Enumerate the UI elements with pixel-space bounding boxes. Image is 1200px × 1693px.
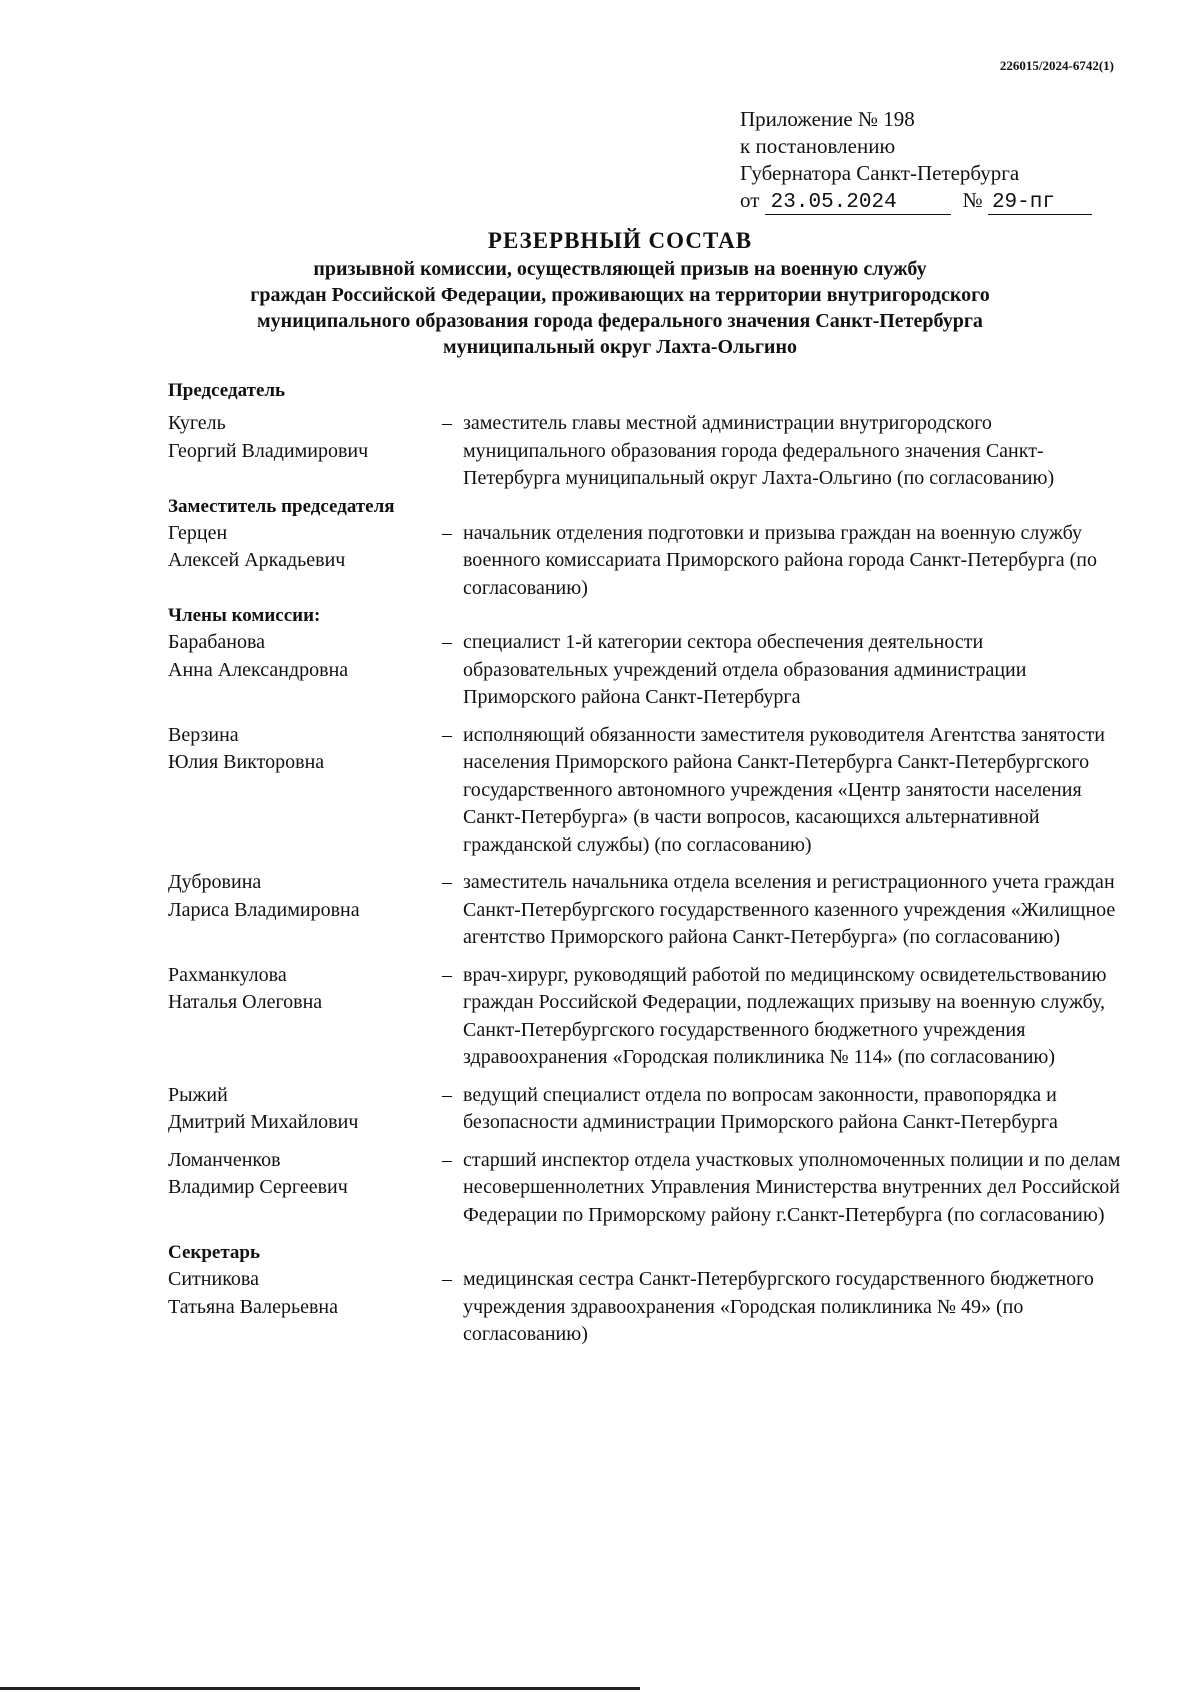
member-given-names: Анна Александровна <box>168 658 349 681</box>
decree-date: 23.05.2024 <box>765 192 951 215</box>
members-heading: Члены комиссии: <box>168 605 321 626</box>
document-id: 226015/2024-6742(1) <box>999 58 1114 73</box>
member-given-names: Юлия Викторовна <box>168 751 325 773</box>
secretary-heading: Секретарь <box>168 1242 261 1263</box>
member-role: старший инспектор отдела участковых уполномоченных полиции и по делам несовершеннолетних Управления Министерства внутренних дел Российской Федерации по Приморскому району г.Санкт-Петербурга (по согласованию) <box>463 1148 1121 1226</box>
appendix-number: Приложение № 198 <box>740 107 915 131</box>
member-surname: Ситникова <box>168 1268 259 1290</box>
member-role: исполняющий обязанности заместителя руководителя Агентства занятости населения Приморского района Санкт-Петербурга Санкт-Петербургского государственного автономного учреждения «Центр занятости населения Санкт-Петербурга» (в части вопросов, касающихся альтернативной гражданской службы) (по согласованию) <box>463 723 1105 856</box>
dash-separator: – <box>442 1148 452 1171</box>
member-name <box>168 869 431 952</box>
dash-separator: – <box>442 412 452 434</box>
member-name <box>168 722 431 860</box>
member-role: заместитель начальника отдела вселения и регистрационного учета граждан Санкт-Петербургского государственного казенного учреждения «Жилищное агентство Приморского района Санкт-Петербурга» (по согласованию) <box>463 871 1116 948</box>
member-surname: Верзина <box>168 723 239 746</box>
member-surname: Ломанченков <box>168 1148 281 1171</box>
title-subtitle-line: муниципальный округ Лахта-Ольгино <box>443 336 797 358</box>
member-entry <box>168 962 1128 1072</box>
dash-separator: – <box>442 521 452 544</box>
approval-block <box>740 106 1092 215</box>
member-name <box>168 1082 431 1137</box>
member-name <box>168 962 431 1072</box>
dash-separator: – <box>442 871 452 893</box>
dash-separator: – <box>442 963 452 986</box>
dash-separator: – <box>442 1268 452 1290</box>
title-subtitle-line: муниципального образования города федерального значения Санкт-Петербурга <box>257 310 983 332</box>
chairman-entry <box>168 410 1128 493</box>
decree-date-number <box>740 187 1092 215</box>
member-role: начальник отделения подготовки и призыва граждан на военную службу военного комиссариата Приморского района города Санкт-Петербурга (по согласованию) <box>463 521 1098 599</box>
member-surname: Кугель <box>168 412 226 434</box>
member-given-names: Лариса Владимировна <box>168 898 360 921</box>
appendix-reference: к постановлению <box>740 134 896 158</box>
member-given-names: Алексей Аркадьевич <box>168 549 346 571</box>
dash-separator: – <box>442 1083 452 1106</box>
number-prefix: № <box>962 188 983 212</box>
title-subtitle-line: призывной комиссии, осуществляющей призыв на военную службу <box>313 258 927 280</box>
member-role: врач-хирург, руководящий работой по медицинскому освидетельствованию граждан Российской Федерации, подлежащих призыву на военную службу, Санкт-Петербургского государственного бюджетного учреждения здравоохранения «Городская поликлиника № 114» (по согласованию) <box>463 963 1107 1068</box>
commission-composition <box>168 377 1128 1359</box>
date-prefix: от <box>740 188 760 212</box>
member-name <box>168 1266 431 1349</box>
deputy-entry <box>168 520 1128 603</box>
member-name <box>168 520 431 603</box>
member-role: медицинская сестра Санкт-Петербургского государственного бюджетного учреждения здравоохранения «Городская поликлиника № 49» (по согласованию) <box>463 1268 1094 1345</box>
chairman-heading: Председатель <box>168 380 286 401</box>
member-entry <box>168 869 1128 952</box>
document-title <box>120 226 1120 360</box>
member-name <box>168 1147 431 1230</box>
title-main: РЕЗЕРВНЫЙ СОСТАВ <box>487 228 753 253</box>
member-name <box>168 410 431 493</box>
member-given-names: Владимир Сергеевич <box>168 1176 348 1198</box>
member-given-names: Татьяна Валерьевна <box>168 1295 338 1318</box>
page-bottom-rule <box>0 1687 640 1690</box>
member-surname: Рахманкулова <box>168 963 287 986</box>
member-given-names: Георгий Владимирович <box>168 439 369 462</box>
member-surname: Барабанова <box>168 631 266 653</box>
member-role: ведущий специалист отдела по вопросам законности, правопорядка и безопасности администрации Приморского района Санкт-Петербурга <box>463 1083 1058 1133</box>
decree-number: 29-пг <box>988 192 1092 215</box>
member-surname: Рыжий <box>168 1083 228 1106</box>
dash-separator: – <box>442 631 452 653</box>
member-given-names: Наталья Олеговна <box>168 991 323 1013</box>
member-role: заместитель главы местной администрации внутригородского муниципального образования города федерального значения Санкт-Петербурга муниципальный округ Лахта-Ольгино (по согласованию) <box>463 412 1055 489</box>
member-surname: Дубровина <box>168 871 262 893</box>
appendix-authority: Губернатора Санкт-Петербурга <box>740 161 1020 185</box>
deputy-heading: Заместитель председателя <box>168 495 395 517</box>
member-name <box>168 629 431 712</box>
title-subtitle-line: граждан Российской Федерации, проживающих на территории внутригородского <box>250 284 990 306</box>
member-entry <box>168 1082 1128 1137</box>
dash-separator: – <box>442 723 452 746</box>
member-surname: Герцен <box>168 521 228 544</box>
member-entry <box>168 1147 1128 1230</box>
member-entry <box>168 722 1128 860</box>
member-role: специалист 1-й категории сектора обеспечения деятельности образовательных учреждений отдела образования администрации Приморского района Санкт-Петербурга <box>463 631 1027 708</box>
member-entry <box>168 629 1128 712</box>
member-given-names: Дмитрий Михайлович <box>168 1111 359 1133</box>
secretary-entry <box>168 1266 1128 1349</box>
